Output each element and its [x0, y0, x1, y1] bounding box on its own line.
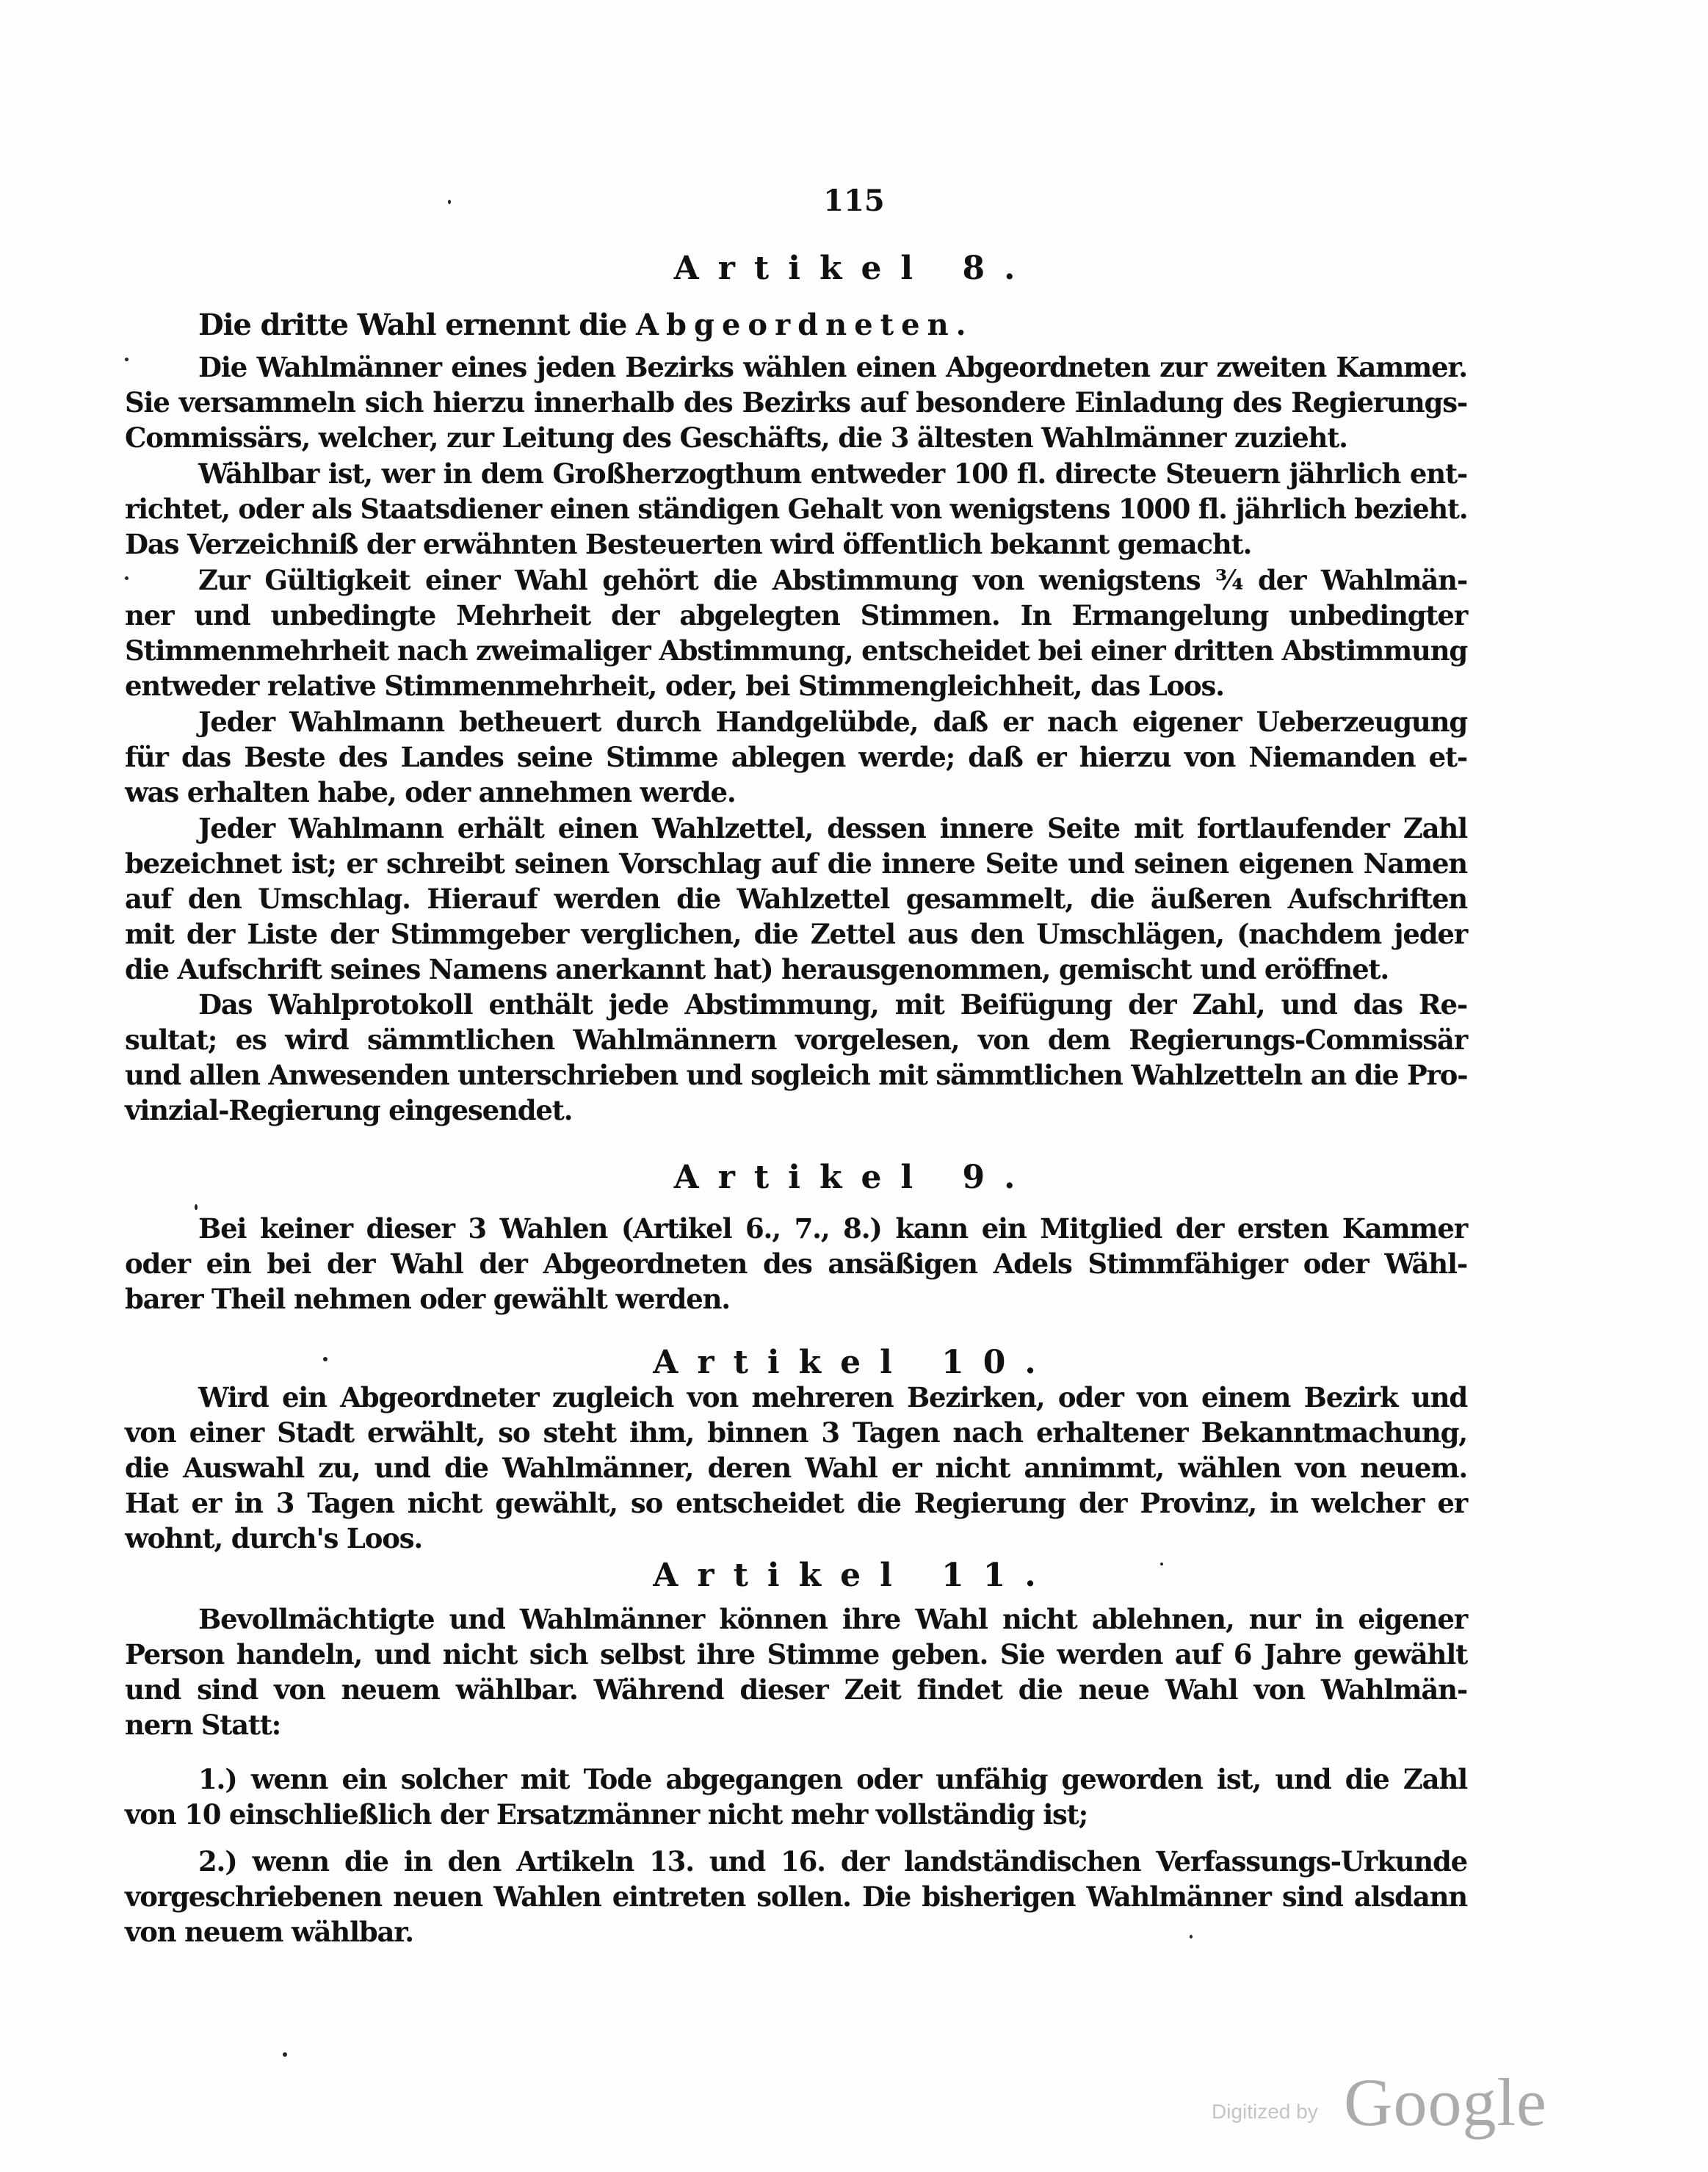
scan-speck	[1190, 1935, 1193, 1938]
article-9-heading: Artikel 9.	[673, 1159, 1035, 1196]
paragraph-line: Die Wahlmänner eines jeden Bezirks wählen einen Abgeordneten zur zweiten Kammer.	[198, 351, 1467, 383]
paragraph-line: Jeder Wahlmann betheuert durch Handgelübde, daß er nach eigener Ueberzeugung	[198, 706, 1467, 738]
article-10-heading: Artikel 10.	[653, 1344, 1055, 1381]
digitized-by-google-watermark	[1197, 2056, 1564, 2144]
article-11-heading: Artikel 11.	[653, 1557, 1055, 1594]
scan-speck	[1160, 1563, 1163, 1565]
paragraph-line: Commissärs, welcher, zur Leitung des Geschäfts, die 3 ältesten Wahlmänner zuzieht.	[125, 421, 1347, 454]
paragraph-line: Stimmenmehrheit nach zweimaliger Abstimmung, entscheidet bei einer dritten Abstimmung	[125, 634, 1468, 667]
list-item-2-line: vorgeschriebenen neuen Wahlen eintreten sollen. Die bisherigen Wahlmänner sind alsdann	[125, 1880, 1467, 1913]
paragraph-line: Wird ein Abgeordneter zugleich von mehreren Bezirken, oder von einem Bezirk und	[198, 1381, 1467, 1413]
scan-speck	[448, 200, 451, 204]
paragraph-line: oder ein bei der Wahl der Abgeordneten des ansäßigen Adels Stimmfähiger oder Wähl-	[125, 1248, 1467, 1280]
paragraph-line: die Aufschrift seines Namens anerkannt hat) herausgenommen, gemischt und eröffnet.	[125, 953, 1389, 985]
paragraph-line: auf den Umschlag. Hierauf werden die Wahlzettel gesammelt, die äußeren Aufschriften	[125, 883, 1467, 915]
google-logo-text: Google	[1344, 2065, 1547, 2140]
paragraph-line: Zur Gültigkeit einer Wahl gehört die Abstimmung von wenigstens ¾ der Wahlmän-	[198, 564, 1467, 596]
subtitle-text: Die dritte Wahl ernennt die	[198, 308, 627, 342]
paragraph-line: und allen Anwesenden unterschrieben und sogleich mit sämmtlichen Wahlzetteln an die Pro-	[125, 1059, 1468, 1091]
paragraph-line: mit der Liste der Stimmgeber verglichen, die Zettel aus den Umschlägen, (nachdem jeder	[125, 918, 1467, 950]
scan-speck	[323, 1357, 328, 1361]
list-item-1-line: von 10 einschließlich der Ersatzmänner nicht mehr vollständig ist;	[125, 1798, 1088, 1831]
subtitle-emphasis: Abgeordneten.	[635, 308, 974, 342]
list-item-1-line: 1.) wenn ein solcher mit Tode abgegangen oder unfähig geworden ist, und die Zahl	[198, 1763, 1467, 1795]
scan-speck	[125, 576, 129, 580]
paragraph-line: Bei keiner dieser 3 Wahlen (Artikel 6., 7., 8.) kann ein Mitglied der ersten Kammer	[198, 1212, 1467, 1245]
paragraph-line: für das Beste des Landes seine Stimme ablegen werde; daß er hierzu von Niemanden et-	[125, 741, 1467, 773]
list-item-2-line: 2.) wenn die in den Artikeln 13. und 16. der landständischen Verfassungs-Urkunde	[198, 1845, 1467, 1878]
paragraph-line: Jeder Wahlmann erhält einen Wahlzettel, dessen innere Seite mit fortlaufender Zahl	[198, 812, 1467, 844]
scan-speck	[125, 358, 129, 361]
paragraph-line: Das Verzeichniß der erwähnten Besteuerten wird öffentlich bekannt gemacht.	[125, 528, 1252, 560]
paragraph-line: Person handeln, und nicht sich selbst ihre Stimme geben. Sie werden auf 6 Jahre gewählt	[125, 1638, 1467, 1670]
paragraph-line: Sie versammeln sich hierzu innerhalb des Bezirks auf besondere Einladung des Regierungs-	[125, 386, 1467, 419]
article-8-heading: Artikel 8.	[673, 250, 1035, 287]
paragraph-line: und sind von neuem wählbar. Während dieser Zeit findet die neue Wahl von Wahlmän-	[125, 1673, 1467, 1706]
paragraph-line: von einer Stadt erwählt, so steht ihm, binnen 3 Tagen nach erhaltener Bekanntmachung,	[125, 1416, 1467, 1449]
paragraph-line: bezeichnet ist; er schreibt seinen Vorschlag auf die innere Seite und seinen eigenen Namen	[125, 847, 1467, 880]
page-number: 115	[823, 184, 885, 218]
paragraph-line: ner und unbedingte Mehrheit der abgelegten Stimmen. In Ermangelung unbedingter	[125, 599, 1467, 631]
paragraph-line: barer Theil nehmen oder gewählt werden.	[125, 1283, 730, 1315]
paragraph-line: was erhalten habe, oder annehmen werde.	[125, 776, 736, 808]
scan-speck	[283, 2052, 287, 2057]
paragraph-line: sultat; es wird sämmtlichen Wahlmännern vorgelesen, von dem Regierungs-Commissär	[125, 1024, 1467, 1056]
list-item-2-line: von neuem wählbar.	[125, 1916, 413, 1948]
watermark-prefix: Digitized by	[1212, 2100, 1318, 2123]
scan-speck	[195, 1204, 198, 1210]
paragraph-line: Bevollmächtigte und Wahlmänner können ihre Wahl nicht ablehnen, nur in eigener	[198, 1603, 1467, 1635]
paragraph-line: Hat er in 3 Tagen nicht gewählt, so entscheidet die Regierung der Provinz, in welcher er	[125, 1487, 1467, 1519]
paragraph-line: die Auswahl zu, und die Wahlmänner, deren Wahl er nicht annimmt, wählen von neuem.	[125, 1452, 1467, 1484]
paragraph-line: wohnt, durch's Loos.	[125, 1522, 423, 1554]
paragraph-line: vinzial-Regierung eingesendet.	[125, 1094, 573, 1126]
paragraph-line: Das Wahlprotokoll enthält jede Abstimmung, mit Beifügung der Zahl, und das Re-	[198, 988, 1467, 1021]
paragraph-line: nern Statt:	[125, 1709, 281, 1741]
paragraph-line: richtet, oder als Staatsdiener einen ständigen Gehalt von wenigstens 1000 fl. jährlich bezieht.	[125, 493, 1468, 525]
paragraph-line: Wählbar ist, wer in dem Großherzogthum entweder 100 fl. directe Steuern jährlich ent-	[198, 457, 1467, 490]
article-8-subtitle	[198, 307, 1467, 344]
paragraph-line: entweder relative Stimmenmehrheit, oder, bei Stimmengleichheit, das Loos.	[125, 670, 1224, 702]
